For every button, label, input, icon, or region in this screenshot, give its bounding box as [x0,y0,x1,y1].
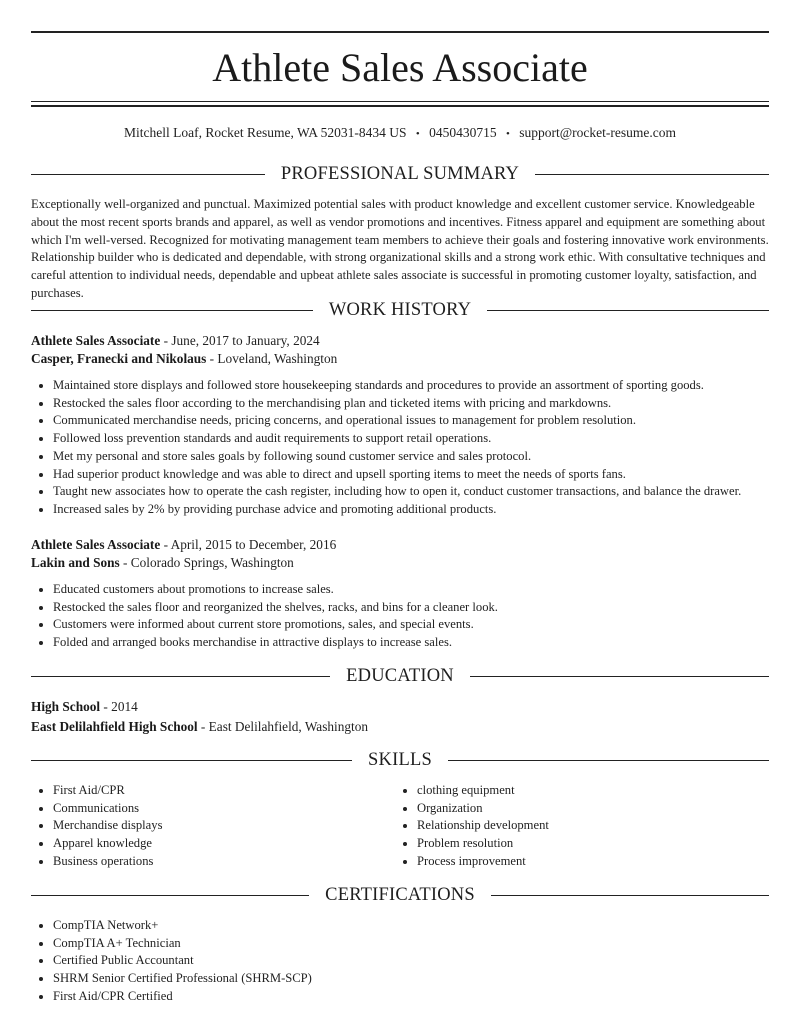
top-rule [31,31,769,33]
skill-item: • clothing equipment [417,782,549,800]
contact-email: support@rocket-resume.com [519,125,676,140]
skill-item: • Business operations [53,853,162,871]
certification-item: • CompTIA A+ Technician [53,935,312,953]
summary-section-header [31,162,769,186]
education-location: - East Delilahfield, Washington [197,719,369,734]
section-title: EDUCATION [346,665,454,686]
skills-section-header [31,748,769,772]
list-item: • Taught new associates how to operate the cash register, including how to open it, conduct customer transactions, and balance the drawer. [53,483,741,501]
list-item: • Customers were informed about current store promotions, sales, and special events. [53,616,498,634]
contact-phone: 0450430715 [429,125,497,140]
skill-item: • Communications [53,800,162,818]
divider [535,174,769,175]
contact-separator: • [415,128,420,140]
list-item: • Met my personal and store sales goals by following sound customer service and sales protocol. [53,448,741,466]
divider [31,676,330,677]
divider [31,895,309,896]
job-dates: - June, 2017 to January, 2024 [160,333,320,348]
list-item: • Restocked the sales floor and reorganized the shelves, racks, and bins for a cleaner look. [53,599,498,617]
work-section-header [31,298,769,322]
title-rule-thick [31,105,769,107]
contact-separator: • [505,128,510,140]
job-title-line [31,332,320,350]
divider [448,760,769,761]
divider [31,174,265,175]
job-company: Casper, Franecki and Nikolaus [31,351,207,366]
job-location: - Loveland, Washington [206,351,338,366]
skills-list-left [31,782,162,871]
contact-line [0,124,800,143]
section-title: CERTIFICATIONS [325,884,475,905]
education-school-line [31,718,368,736]
skill-item: • Merchandise displays [53,817,162,835]
list-item: • Communicated merchandise needs, pricing concerns, and operational issues to management for problem resolution. [53,412,741,430]
education-degree: High School [31,699,101,714]
job-title-line [31,536,336,554]
summary-paragraph: Exceptionally well-organized and punctual. Maximized potential sales with product knowledge and excellent customer service. Knowledgeable about the most recent sports brands and apparel, as well as vendor promotions and incentives. Fitness apparel and equipment are something about which I'm well-versed. Recognized for motivating management team members to achieve their goals and fostering innovative work environments. Relationship builder who is dedicated and dependable, with strong organizational skills and a strong work ethic. With consultative techniques and careful attention to individual needs, dependable and upbeat athlete sales associate is successful in promoting customer loyalty, satisfaction, and purchases. [31,197,769,300]
divider [31,310,313,311]
skill-item: • First Aid/CPR [53,782,162,800]
skill-item: • Process improvement [417,853,549,871]
resume-title: Athlete Sales Associate [212,45,588,90]
certification-item: • First Aid/CPR Certified [53,988,312,1006]
certification-item: • Certified Public Accountant [53,952,312,970]
list-item: • Increased sales by 2% by providing purchase advice and promoting additional products. [53,501,741,519]
contact-address: Mitchell Loaf, Rocket Resume, WA 52031-8434 US [124,125,407,140]
skill-item: • Relationship development [417,817,549,835]
skill-item: • Organization [417,800,549,818]
education-degree-line [31,698,138,716]
divider [470,676,769,677]
job-company-line [31,350,337,368]
section-title: PROFESSIONAL SUMMARY [280,163,520,184]
certification-item: • SHRM Senior Certified Professional (SHRM-SCP) [53,970,312,988]
skill-item: • Problem resolution [417,835,549,853]
list-item: • Restocked the sales floor according to the merchandising plan and ticketed items with pricing and markdowns. [53,395,741,413]
list-item: • Had superior product knowledge and was able to direct and upsell sporting items to meet the needs of sports fans. [53,466,741,484]
list-item: • Educated customers about promotions to increase sales. [53,581,498,599]
job-dates: - April, 2015 to December, 2016 [160,537,337,552]
job-bullets [31,581,498,652]
divider [487,310,769,311]
skills-list-right [395,782,549,871]
skill-item: • Apparel knowledge [53,835,162,853]
section-title: WORK HISTORY [328,299,472,320]
list-item: • Followed loss prevention standards and audit requirements to support retail operations. [53,430,741,448]
divider [31,760,352,761]
title-rule-thin [31,101,769,102]
job-bullets [31,377,741,519]
job-title: Athlete Sales Associate [31,333,161,348]
divider [491,895,769,896]
job-location: - Colorado Springs, Washington [119,555,294,570]
list-item: • Folded and arranged books merchandise in attractive displays to increase sales. [53,634,498,652]
education-school: East Delilahfield High School [31,719,198,734]
certification-item: • CompTIA Network+ [53,917,312,935]
job-company-line [31,554,294,572]
list-item: • Maintained store displays and followed store housekeeping standards and procedures to provide an assortment of sporting goods. [53,377,741,395]
job-company: Lakin and Sons [31,555,120,570]
job-title: Athlete Sales Associate [31,537,161,552]
certifications-section-header [31,883,769,907]
certifications-list [31,917,312,1006]
section-title: SKILLS [368,749,432,770]
education-year: - 2014 [100,699,138,714]
education-section-header [31,664,769,688]
